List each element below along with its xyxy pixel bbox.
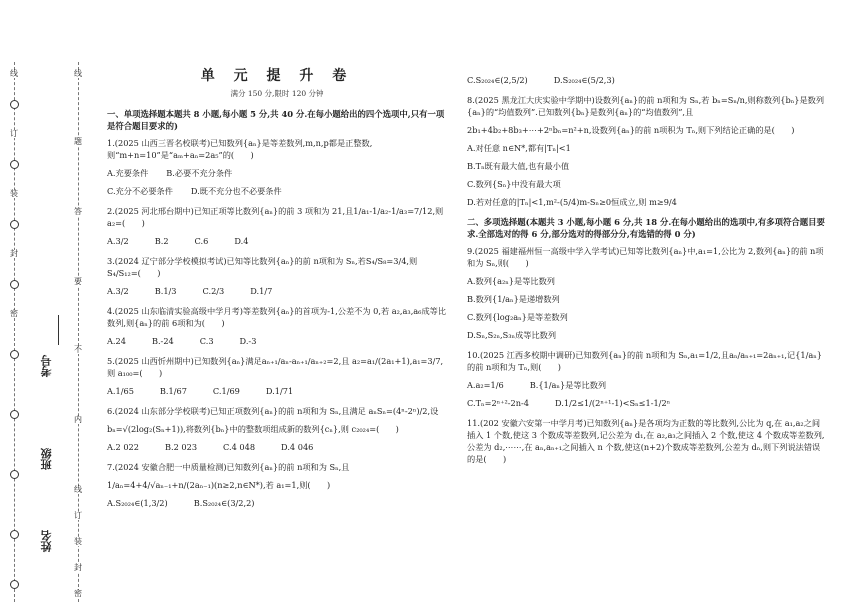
section-heading-single-choice: 一、单项选择题本题共 8 小题,每小题 5 分,共 40 分.在每小题给出的四个选项中,只有一项是符合题目要求的) [107,109,445,131]
seal-circle [10,580,19,589]
option-a[interactable]: A.充要条件 [107,168,149,178]
exam-number-field[interactable] [33,355,61,405]
question-10 [467,349,827,409]
question-text: 4.(2025 山东临清实验高级中学月考)等差数列{aₙ}的首项为-1,公差不为 0,若 a₂,a₃,a₆成等比数列,则{aₙ}的前 6项和为( ) [107,306,447,328]
option-c[interactable]: C.充分不必要条件 [107,186,173,196]
question-text: 3.(2024 辽宁部分学校模拟考试)已知等比数列{aₙ}的前 n项和为 Sₙ,若S₄/S₈=3/4,则S₄/S₁₂=( ) [107,256,418,278]
option-a[interactable]: A.a₂=1/6 [467,380,504,390]
question-text: 5.(2025 山西忻州期中)已知数列{aₙ}满足aₙ₊₁/aₙ-aₙ₊₁/aₙ₊₂=2,且 a₂=a₁/(2a₁+1),a₁=3/7,则 a₁₀₀=( ) [107,356,444,378]
seal-mark: 封 [7,250,21,258]
option-a[interactable]: A.S₂₀₂₄∈(1,3/2) [107,498,168,508]
seal-mark: 线 [7,70,21,78]
option-a[interactable]: A.24 [107,336,126,346]
seal-mark: 封 [71,564,85,572]
option-c[interactable]: C.S₂₀₂₄∈(2,5/2) [467,75,528,85]
option-b[interactable]: B.-24 [151,336,174,346]
option-a[interactable]: A.对任意 n∈N*,都有|Tₙ|<1 [467,143,571,153]
question-text: 6.(2024 山东部分学校联考)已知正项数列{aₙ}的前 n项和为 Sₙ,且满足 aₙSₙ=(4ⁿ-2ⁿ)/2,设 [107,406,439,416]
question-text-continued: 1/aₙ=4+4/√aₙ₋₁+n/(2aₙ₋₁)(n≥2,n∈N*),若 a₁=1,则( ) [107,480,331,490]
seal-mark: 线 [71,70,85,78]
page-subtitle: 满分 150 分,限时 120 分钟 [230,89,324,98]
seal-mark: 装 [7,190,21,198]
question-2 [107,205,447,247]
name-field[interactable] [33,530,61,580]
option-b[interactable]: B.{1/aₙ}是等比数列 [529,380,607,390]
option-d[interactable]: D.4 [234,236,249,246]
seal-mark: 密 [7,310,21,318]
question-text: 7.(2024 安徽合肥一中质量检测)已知数列{aₙ}的前 n项和为 Sₙ,且 [107,462,350,472]
question-1 [107,137,447,197]
seal-circle [10,470,19,479]
option-d[interactable]: D.Sₙ,S₂ₙ,S₃ₙ成等比数列 [467,330,557,340]
option-d[interactable]: D.1/7 [250,286,273,296]
option-b[interactable]: B.2 [154,236,169,246]
right-column [467,68,827,473]
option-a[interactable]: A.3/2 [107,286,129,296]
left-column [107,70,447,517]
seal-circle [10,100,19,109]
question-text: 1.(2025 山西三晋名校联考)已知数列{aₙ}是等差数列,m,n,p都是正整数,则“m+n=10”是“aₘ+aₙ=2a₅”的( ) [107,138,373,160]
question-7-continued [467,74,827,86]
option-c[interactable]: C.4 048 [223,442,256,452]
option-b[interactable]: B.1/67 [159,386,187,396]
option-b[interactable]: B.Tₙ既有最大值,也有最小值 [467,161,570,171]
option-c[interactable]: C.6 [194,236,209,246]
seal-mark: 内 [71,416,85,424]
question-text: 9.(2025 福建福州恒一高级中学入学考试)已知等比数列{aₙ}中,a₁=1,公比为 2,数列{aₙ}的前 n项和为 Sₙ,则( ) [467,246,824,268]
option-c[interactable]: C.3 [199,336,214,346]
option-b[interactable]: B.S₂₀₂₄∈(3/2,2) [193,498,255,508]
option-a[interactable]: A.数列{a₂ₙ}是等比数列 [467,276,555,286]
option-d[interactable]: D.1/2≤1/(2ⁿ⁺¹-1)<Sₙ≤1-1/2ⁿ [555,398,671,408]
question-text: 2.(2025 河北邢台期中)已知正项等比数列{aₙ}的前 3 项和为 21,且1/a₁-1/a₂-1/a₃=7/12,则 a₂=( ) [107,206,444,228]
seal-circle [10,350,19,359]
option-c[interactable]: C.Tₙ=2ⁿ⁺²-2n-4 [467,398,530,408]
option-b[interactable]: B.数列{1/aₙ}是递增数列 [467,294,560,304]
seal-mark: 密 [71,590,85,598]
question-text: 10.(2025 江西多校期中调研)已知数列{aₙ}的前 n项和为 Sₙ,a₁=1/2,且aₙ/aₙ₊₁=2aₙ₊₁,记{1/aₙ}的前 n项和为 Tₙ,则( ) [467,350,823,372]
option-d[interactable]: D.S₂₀₂₄∈(5/2,3) [553,75,615,85]
option-a[interactable]: A.1/65 [107,386,134,396]
option-d[interactable]: D.4 046 [281,442,314,452]
seal-mark: 要 [71,278,85,286]
question-5 [107,355,447,397]
option-d[interactable]: D.若对任意的|Tₙ|<1,m²-(5/4)m-Sₙ≥0恒成立,则 m≥9/4 [467,197,677,207]
seal-mark: 题 [71,138,85,146]
question-6 [107,405,447,453]
option-c[interactable]: C.1/69 [212,386,240,396]
seal-circle [10,160,19,169]
binding-margin [0,0,92,608]
page-title: 单 元 提 升 卷 [200,68,354,84]
seal-mark: 线 [71,486,85,494]
option-c[interactable]: C.数列{Sₙ}中没有最大项 [467,179,561,189]
exam-number-label: 考号 [40,355,53,377]
seal-mark: 订 [71,512,85,520]
question-text: 8.(2025 黑龙江大庆实验中学期中)设数列{aₙ}的前 n项和为 Sₙ,若 bₙ=Sₙ/n,则称数列{bₙ}是数列{aₙ}的“均值数列”.已知数列{bₙ}是数列{aₙ}的“均值数列”,且 [467,95,825,117]
option-a[interactable]: A.2 022 [107,442,139,452]
question-text-continued: 2b₁+4b₂+8b₃+⋯+2ⁿbₙ=n²+n,设数列{aₙ}的前 n项积为 Tₙ,则下列结论正确的是( ) [467,125,795,135]
seal-circle [10,280,19,289]
outer-seal-line [14,62,15,602]
option-b[interactable]: B.2 023 [164,442,198,452]
question-9 [467,245,827,341]
option-a[interactable]: A.3/2 [107,236,129,246]
option-d[interactable]: D.-3 [239,336,257,346]
class-label: 班级 [40,448,53,470]
question-7 [107,461,447,509]
option-d[interactable]: D.既不充分也不必要条件 [190,186,282,196]
section-heading-multiple-choice: 二、多项选择题(本题共 3 小题,每小题 6 分,共 18 分.在每小题给出的选项中,有多项符合题目要求.全部选对的得 6 分,部分选对的得部分分,有选错的得 0 分) [467,217,825,239]
seal-circle [10,220,19,229]
question-4 [107,305,447,347]
seal-circle [10,530,19,539]
seal-circle [10,410,19,419]
name-label: 姓名 [40,530,53,552]
option-c[interactable]: C.2/3 [202,286,225,296]
class-field[interactable] [33,448,61,498]
option-b[interactable]: B.1/3 [154,286,177,296]
question-8 [467,94,827,208]
question-11 [467,417,827,465]
question-text-continued: bₙ=√(2log₂(Sₙ+1)),将数列{bₙ}中的整数项组成新的数列{cₙ},则 c₂₀₂₄=( ) [107,424,399,434]
option-c[interactable]: C.数列{log₂aₙ}是等差数列 [467,312,568,322]
option-d[interactable]: D.1/71 [265,386,294,396]
question-3 [107,255,447,297]
option-b[interactable]: B.必要不充分条件 [166,168,233,178]
question-text: 11.(202 安徽六安第一中学月考)已知数列{aₙ}是各项均为正数的等比数列,公比为 q,在 a₁,a₂之间插入 1 个数,使这 3 个数成等差数列,记公差为 d₁,在 a₂,a₃之间插入 2 个数,使这 4 个数成等差数列,公差为 d₂,⋯⋯,在 aₙ,aₙ₊₁之间插入 n 个数,使这(n+2)个数成等差数列,公差为 dₙ,则下列说法错误的是( ) [467,418,825,464]
seal-mark: 不 [71,346,85,354]
seal-mark: 装 [71,538,85,546]
seal-mark: 订 [7,130,21,138]
seal-mark: 答 [71,208,85,216]
